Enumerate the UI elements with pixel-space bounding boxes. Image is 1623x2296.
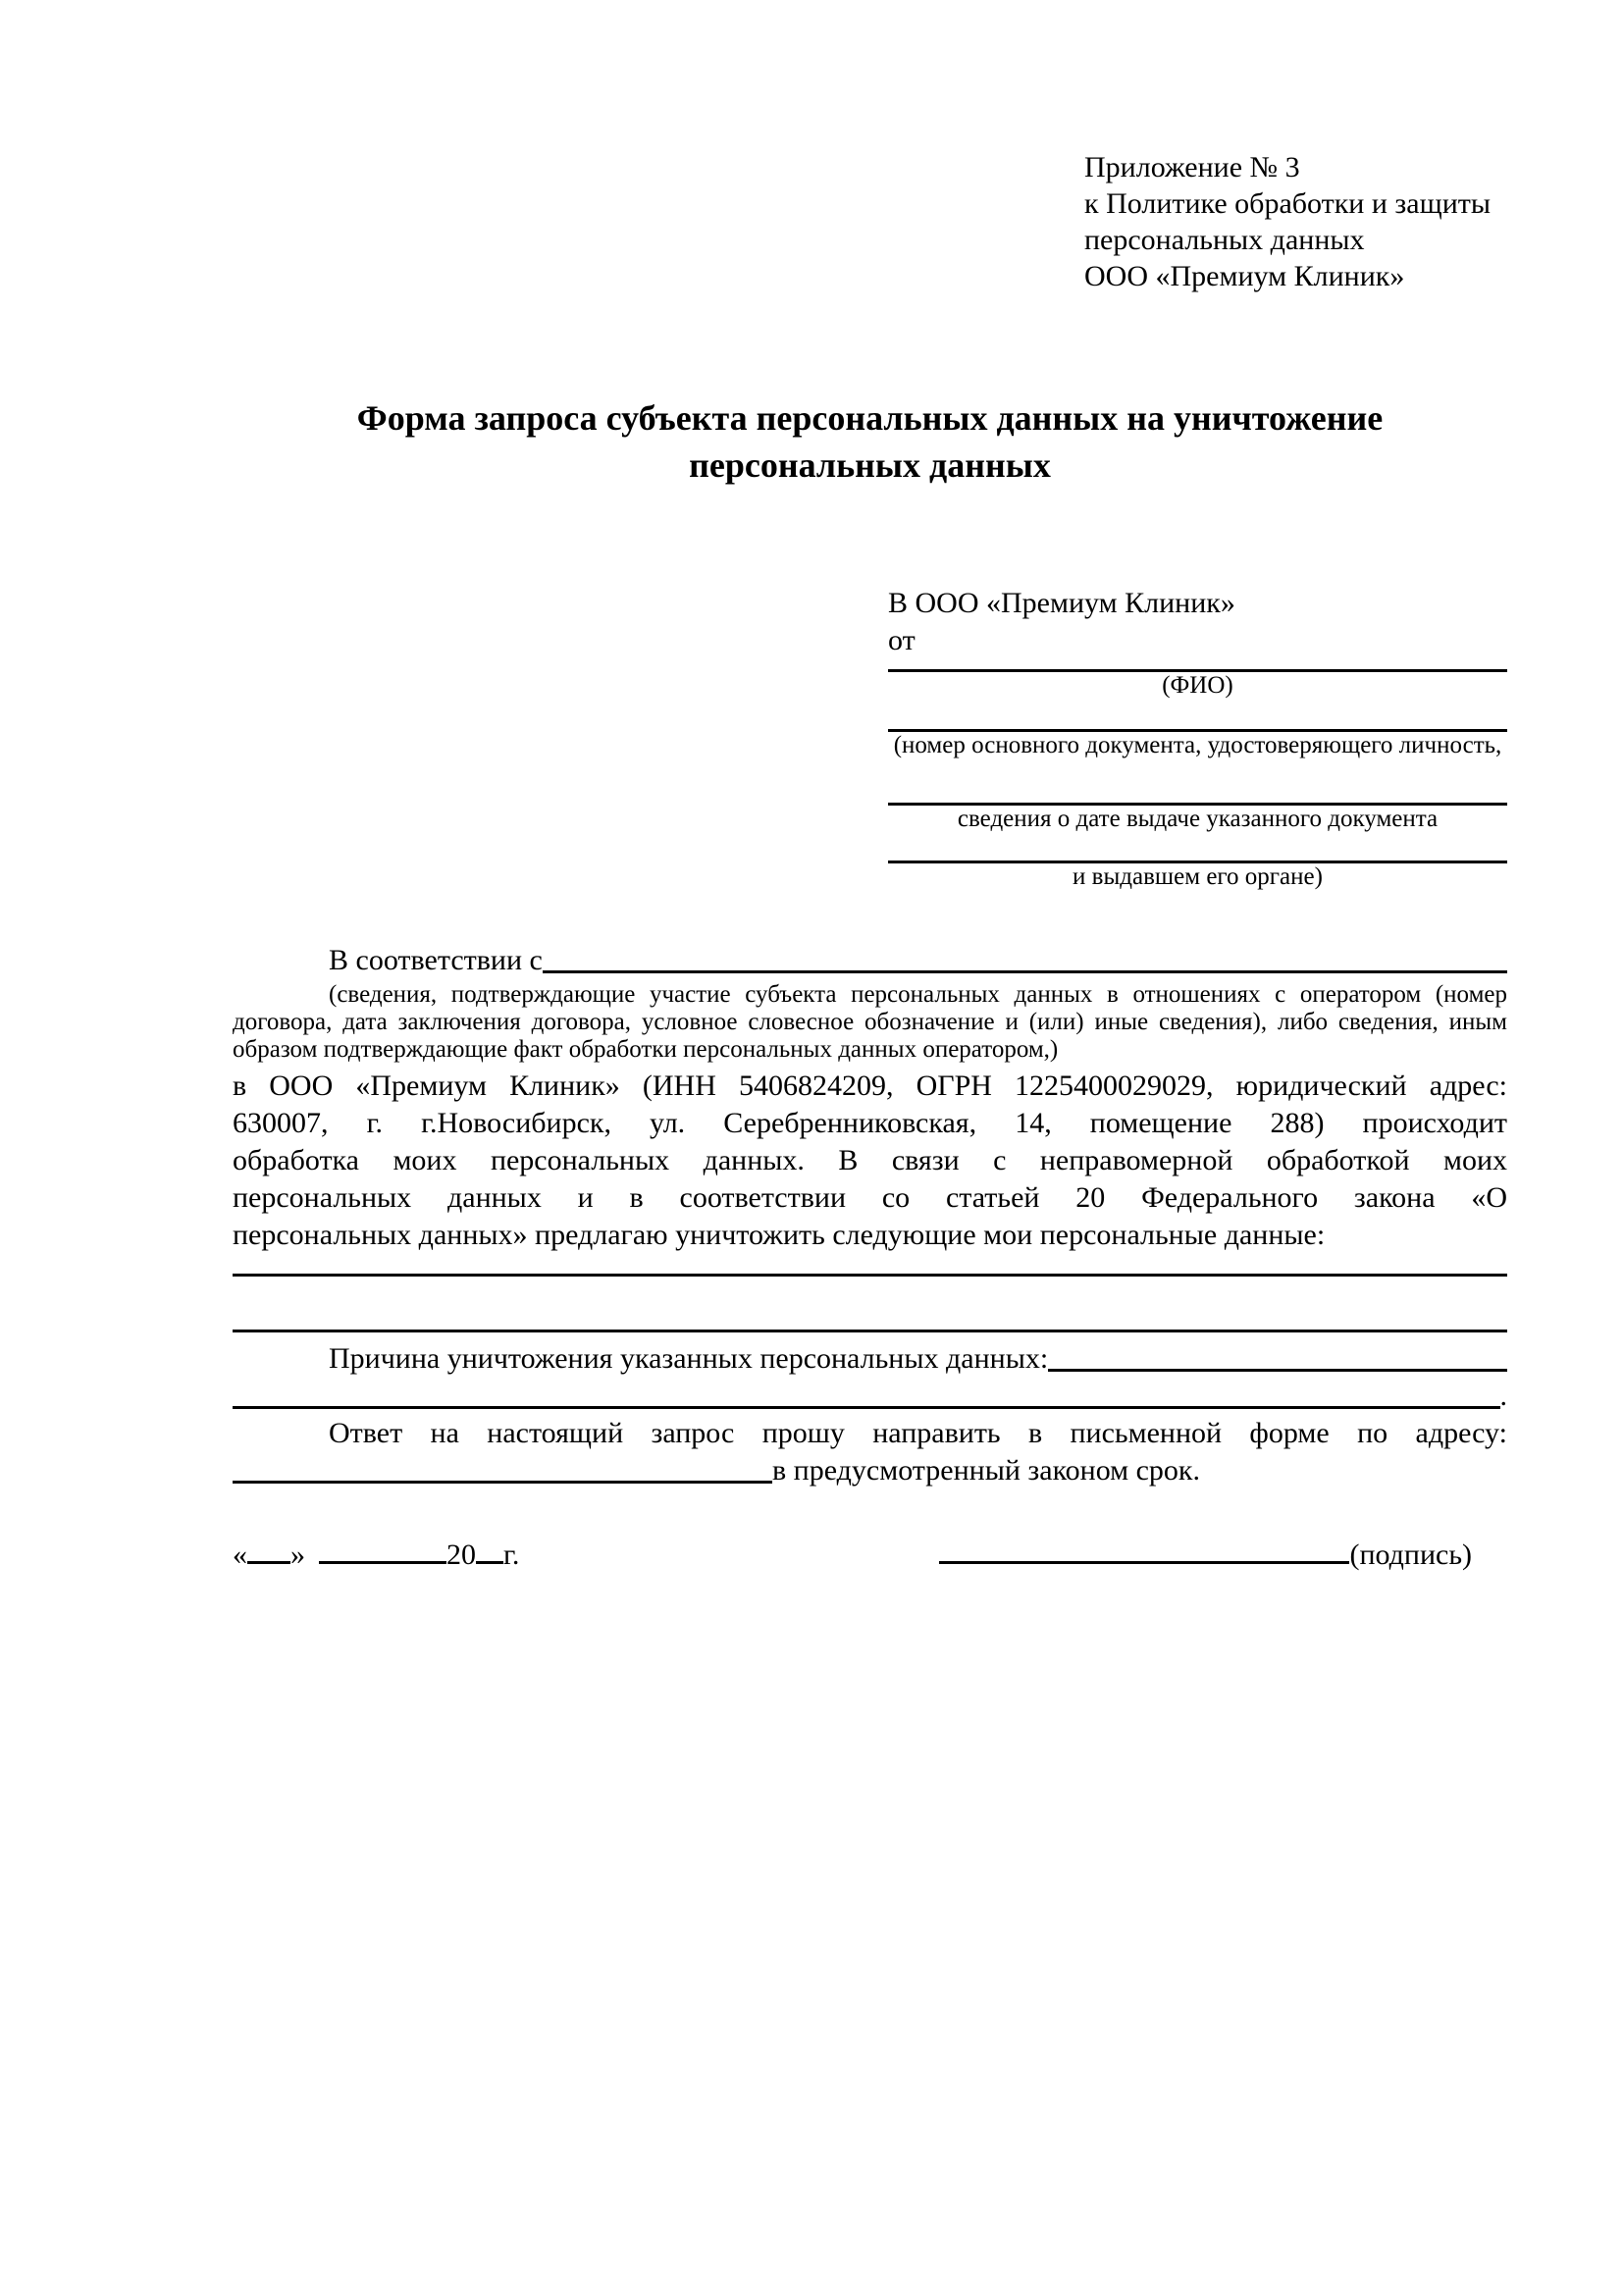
reason-row: [233, 1340, 1507, 1378]
issue-date-caption: сведения о дате выдаче указанного документа: [957, 806, 1439, 832]
personal-data-blank-line-2: [233, 1277, 1507, 1332]
reason-blank-line-2: [233, 1378, 1500, 1409]
main-paragraph: [233, 1068, 1507, 1254]
appendix-block: [1084, 149, 1507, 294]
main-paragraph-line: в ООО «Премиум Клиник» (ИНН 5406824209, ОГРН 1225400029029, юридический адрес:: [233, 1070, 1507, 1102]
signature-field: [939, 1537, 1472, 1574]
reply-sentence: Ответ на настоящий запрос прошу направить в письменной форме по адресу:: [329, 1417, 1507, 1449]
date-open-quote: «: [233, 1539, 247, 1571]
issuing-authority-blank-line: [888, 833, 1507, 863]
main-paragraph-line: персональных данных и в соответствии со статьей 20 Федерального закона «О: [233, 1181, 1507, 1214]
page-title-line: персональных данных: [689, 445, 1051, 485]
date-day-blank-line: [247, 1559, 290, 1564]
date-year-suffix: г.: [503, 1539, 520, 1571]
appendix-line: персональных данных: [1084, 224, 1365, 256]
document-number-caption: (номер основного документа, удостоверяющего личность,: [893, 732, 1502, 758]
addressee-block: [888, 585, 1507, 891]
reason-label: Причина уничтожения указанных персональных данных:: [329, 1342, 1049, 1375]
accordance-note: (сведения, подтверждающие участие субъекта персональных данных в отношениях с оператором (номер договора, дата заключения договора, условное словесное обозначение и (или) иные сведения), либо сведения, иным образом подтверждающие факт обработки персональных данных оператором,): [233, 981, 1507, 1063]
accordance-label: В соответствии с: [329, 944, 543, 976]
appendix-line: ООО «Премиум Клиник»: [1084, 260, 1405, 292]
address-blank-line: [233, 1452, 772, 1484]
date-year-prefix: 20: [446, 1539, 476, 1571]
accordance-blank-line: [543, 942, 1507, 973]
page-title: [233, 394, 1507, 489]
issuing-authority-caption: и выдавшем его органе): [1073, 863, 1323, 890]
reason-continuation-row: [233, 1378, 1507, 1415]
date-year-blank-line: [476, 1559, 503, 1564]
main-paragraph-line: персональных данных» предлагаю уничтожить следующие мои персональные данные:: [233, 1219, 1326, 1251]
signature-caption: (подпись): [1349, 1539, 1472, 1571]
date-close-quote: »: [290, 1539, 305, 1571]
page-title-line: Форма запроса субъекта персональных данных на уничтожение: [356, 398, 1384, 438]
reply-address-row: [233, 1452, 1507, 1489]
footer-row: [233, 1537, 1507, 1574]
fio-caption: (ФИО): [1162, 672, 1233, 699]
date-month-blank-line: [319, 1559, 446, 1564]
appendix-line: Приложение № 3: [1084, 151, 1300, 183]
signature-blank-line: [939, 1559, 1349, 1564]
reply-tail: в предусмотренный законом срок.: [772, 1454, 1200, 1487]
issue-date-blank-line: [888, 759, 1507, 806]
document-number-blank-line: [888, 700, 1507, 732]
sentence-period: .: [1499, 1380, 1507, 1412]
appendix-line: к Политике обработки и защиты: [1084, 187, 1492, 220]
personal-data-blank-line-1: [233, 1254, 1507, 1277]
main-paragraph-line: обработка моих персональных данных. В связи с неправомерной обработкой моих: [233, 1144, 1507, 1176]
main-paragraph-line: 630007, г. г.Новосибирск, ул. Серебренниковская, 14, помещение 288) происходит: [233, 1107, 1507, 1139]
addressee-from: от: [888, 624, 916, 656]
fio-blank-line: [888, 659, 1507, 672]
reason-blank-line: [1048, 1340, 1507, 1372]
addressee-to: В ООО «Премиум Клиник»: [888, 587, 1235, 619]
accordance-row: [233, 942, 1507, 979]
date-field: [233, 1537, 519, 1574]
